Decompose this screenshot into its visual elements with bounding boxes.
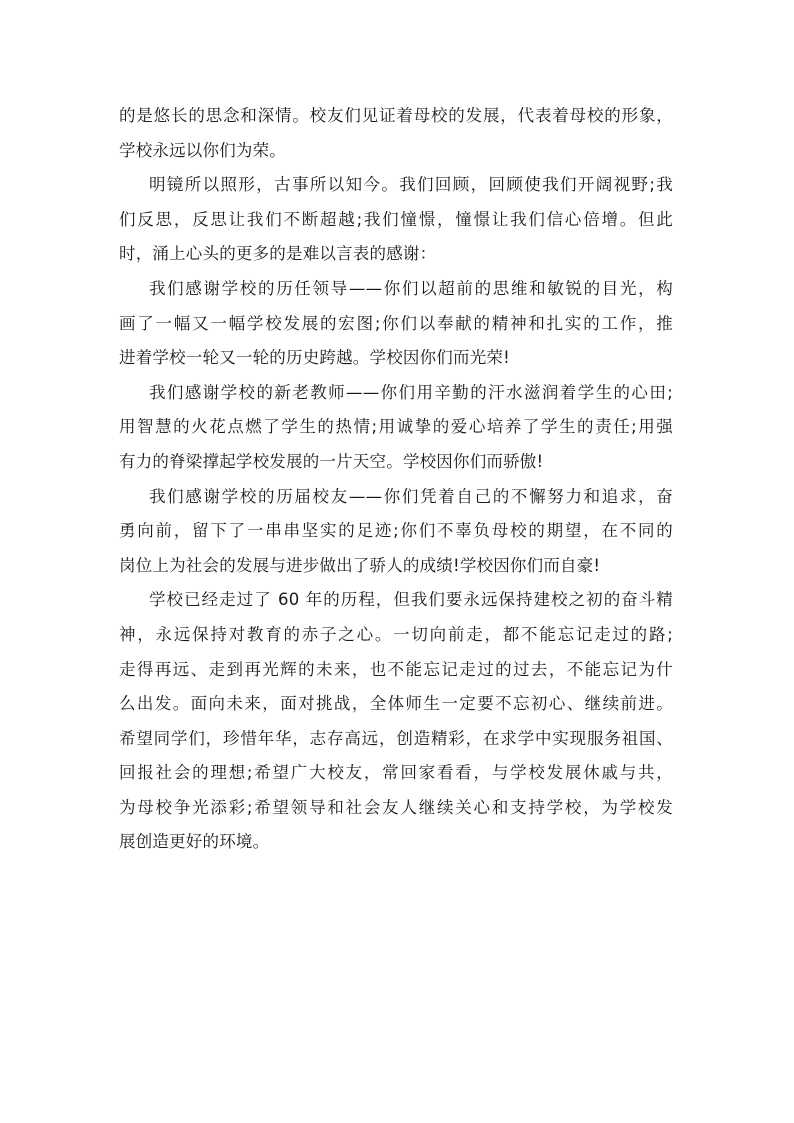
text-line: 学校永远以你们为荣。 (119, 140, 286, 160)
text-line: 进着学校一轮又一轮的历史跨越。学校因你们而光荣! (119, 348, 510, 368)
text-line: 回报社会的理想;希望广大校友，常回家看看，与学校发展休戚与共， (119, 763, 673, 783)
text-line: 时，涌上心头的更多的是难以言表的感谢： (119, 244, 437, 264)
text-line: 岗位上为社会的发展与进步做出了骄人的成绩!学校因你们而自豪! (119, 555, 601, 575)
text-line: 有力的脊梁撑起学校发展的一片天空。学校因你们而骄傲! (119, 451, 544, 471)
body-text (119, 99, 673, 860)
text-line: 们反思，反思让我们不断超越;我们憧憬，憧憬让我们信心倍增。但此 (119, 209, 673, 229)
text-line: 为母校争光添彩;希望领导和社会友人继续关心和支持学校，为学校发 (119, 797, 673, 817)
text-line: 用智慧的火花点燃了学生的热情;用诚挚的爱心培养了学生的责任;用强 (119, 417, 673, 437)
text-line: 希望同学们，珍惜年华，志存高远，创造精彩，在求学中实现服务祖国、 (119, 728, 673, 748)
text-line: 画了一幅又一幅学校发展的宏图;你们以奉献的精神和扎实的工作，推 (119, 313, 673, 333)
text-line: 明镜所以照形，古事所以知今。我们回顾，回顾使我们开阔视野;我 (149, 175, 673, 195)
text-line: 我们感谢学校的新老教师——你们用辛勤的汗水滋润着学生的心田; (149, 382, 673, 402)
text-line: 展创造更好的环境。 (119, 832, 270, 852)
text-line: 么出发。面向未来，面对挑战，全体师生一定要不忘初心、继续前进。 (119, 694, 673, 714)
text-line: 学校已经走过了 60 年的历程，但我们要永远保持建校之初的奋斗精 (149, 590, 673, 610)
text-line: 勇向前，留下了一串串坚实的足迹;你们不辜负母校的期望，在不同的 (119, 521, 673, 541)
text-line: 走得再远、走到再光辉的未来，也不能忘记走过的过去，不能忘记为什 (119, 659, 673, 679)
text-line: 我们感谢学校的历任领导——你们以超前的思维和敏锐的目光，构 (149, 278, 673, 298)
text-line: 我们感谢学校的历届校友——你们凭着自己的不懈努力和追求，奋 (149, 486, 673, 506)
text-line: 神，永远保持对教育的赤子之心。一切向前走，都不能忘记走过的路; (119, 624, 673, 644)
text-line: 的是悠长的思念和深情。校友们见证着母校的发展，代表着母校的形象， (119, 106, 673, 125)
